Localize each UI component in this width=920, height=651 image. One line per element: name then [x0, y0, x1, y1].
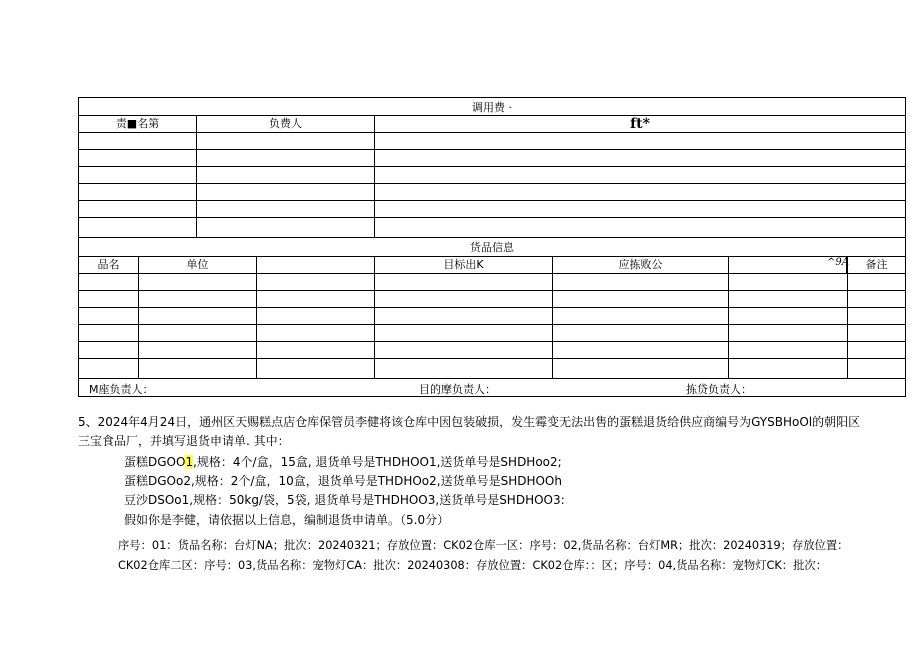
table-cell[interactable] [139, 325, 257, 341]
table-row [79, 201, 905, 218]
table-cell[interactable] [79, 359, 139, 378]
table-cell[interactable] [375, 291, 553, 307]
table-cell[interactable] [139, 359, 257, 378]
table-cell[interactable] [553, 308, 729, 324]
item-1-part-a: 蛋糕DGOO [124, 455, 186, 469]
table-row [79, 325, 905, 342]
highlight-mark: 1 [185, 455, 194, 469]
goods-info-title: 货品信息 [470, 241, 514, 254]
table-row [79, 184, 905, 201]
transfer-header-row [79, 116, 905, 133]
table-cell[interactable] [257, 308, 375, 324]
destination-warehouse-signature: 目的摩负责人： [419, 382, 496, 396]
table-cell[interactable] [257, 325, 375, 341]
table-cell[interactable] [79, 274, 139, 290]
header-target-qty: 目标出K [375, 257, 553, 273]
question-line-2: 三宝食品厂，并填写退货申请单. 其中： [78, 434, 290, 448]
question-instruction: 假如你是李健，请依据以上信息，编制退货申请单。（5.0分） [124, 513, 450, 527]
table-cell[interactable] [197, 184, 375, 200]
table-cell[interactable] [553, 342, 729, 358]
table-cell[interactable] [79, 218, 197, 237]
table-cell[interactable] [79, 201, 197, 217]
table-cell[interactable] [375, 325, 553, 341]
table-cell[interactable] [553, 359, 729, 378]
table-cell[interactable] [848, 342, 905, 358]
item-1-part-b: ,规格：4个/盒，15盒, 退货单号是THDHOO1,送货单号是SHDHoo2; [193, 455, 562, 469]
signature-row [79, 379, 905, 398]
table-cell[interactable] [375, 201, 905, 217]
header-goods-name: 品名 [79, 257, 139, 273]
table-cell[interactable] [848, 325, 905, 341]
table-cell[interactable] [729, 274, 848, 290]
table-cell[interactable] [553, 274, 729, 290]
table-cell[interactable] [729, 342, 848, 358]
table-cell[interactable] [79, 167, 197, 183]
question-line-1: 5、2024年4月24日，通州区天赐糕点店仓库保管员李健将该仓库中因包装破损，发生霉变无法出售的蛋糕退货给供应商编号为GYSBHoOl的朝阳区 [78, 415, 861, 429]
table-cell[interactable] [139, 274, 257, 290]
table-cell[interactable] [79, 291, 139, 307]
table-row [79, 133, 905, 150]
header-unit: 单位 [139, 257, 257, 273]
table-cell[interactable] [79, 342, 139, 358]
table-cell[interactable] [375, 308, 553, 324]
table-cell[interactable] [729, 291, 848, 307]
question-item-3: 豆沙DSOo1,规格：50kg/袋，5袋, 退货单号是THDHOO3,送货单号是SHDHOO3: [124, 493, 565, 507]
table-cell[interactable] [729, 308, 848, 324]
table-row [79, 167, 905, 184]
table-cell[interactable] [729, 325, 848, 341]
table-row [79, 274, 905, 291]
goods-info-title-row [79, 238, 905, 257]
table-cell[interactable] [375, 342, 553, 358]
table-cell[interactable] [553, 291, 729, 307]
goods-header-row [79, 257, 905, 274]
header-blank-1 [257, 257, 375, 273]
table-cell[interactable] [139, 308, 257, 324]
question-item-2: 蛋糕DGOo2,规格：2个/盒，10盒，退货单号是THDHOo2,送货单号是SHDHOOh [124, 474, 562, 488]
picking-signature: 拣贷负责人： [686, 382, 752, 396]
table-cell[interactable] [848, 291, 905, 307]
table-row [79, 342, 905, 359]
table-cell[interactable] [375, 359, 553, 378]
question-item-1 [124, 452, 562, 472]
table-cell[interactable] [553, 325, 729, 341]
header-responsible: 负费人 [197, 116, 375, 132]
table-cell[interactable] [848, 308, 905, 324]
transfer-fee-title: 调用费 · [472, 100, 512, 114]
table-cell[interactable] [197, 133, 375, 149]
table-cell[interactable] [257, 274, 375, 290]
transfer-fee-title-row [79, 98, 905, 116]
footer-line-1: 序号：01：货品名称：台灯NA；批次：20240321；存放位置：CK02仓库一区：序号：02,货品名称：台灯MR；批次：20240319；存放位置： [118, 539, 849, 552]
table-row [79, 150, 905, 167]
table-cell[interactable] [197, 167, 375, 183]
table-row [79, 218, 905, 238]
table-row [79, 359, 905, 379]
table-cell[interactable] [79, 150, 197, 166]
table-cell[interactable] [197, 150, 375, 166]
table-cell[interactable] [197, 201, 375, 217]
source-warehouse-signature: M座负责人： [89, 382, 154, 396]
table-cell[interactable] [375, 184, 905, 200]
table-cell[interactable] [848, 359, 905, 378]
footer-line-2: CK02仓库二区：序号：03,货品名称：宠物灯CA：批次：20240308：存放位置：CK02仓库：：区；序号：04,货品名称：宠物灯CK：批次： [118, 559, 827, 572]
table-cell[interactable] [848, 274, 905, 290]
table-cell[interactable] [79, 325, 139, 341]
table-cell[interactable] [79, 133, 197, 149]
table-cell[interactable] [197, 218, 375, 237]
header-remark: 备注 [865, 258, 888, 271]
header-code: ^9A [827, 257, 849, 268]
header-picking: 应拣败公 [553, 257, 729, 273]
table-cell[interactable] [79, 184, 197, 200]
table-cell[interactable] [139, 342, 257, 358]
table-cell[interactable] [375, 274, 553, 290]
header-fee: ft* [630, 116, 650, 132]
table-cell[interactable] [375, 133, 905, 149]
table-cell[interactable] [257, 359, 375, 378]
table-cell[interactable] [729, 359, 848, 378]
table-cell[interactable] [139, 291, 257, 307]
table-row [79, 308, 905, 325]
table-cell[interactable] [257, 291, 375, 307]
table-cell[interactable] [375, 150, 905, 166]
table-cell[interactable] [375, 167, 905, 183]
table-cell[interactable] [79, 308, 139, 324]
table-row [79, 291, 905, 308]
table-cell[interactable] [257, 342, 375, 358]
header-item-name: 责■名第 [79, 116, 197, 132]
return-request-form [78, 97, 906, 397]
table-cell[interactable] [375, 218, 905, 237]
